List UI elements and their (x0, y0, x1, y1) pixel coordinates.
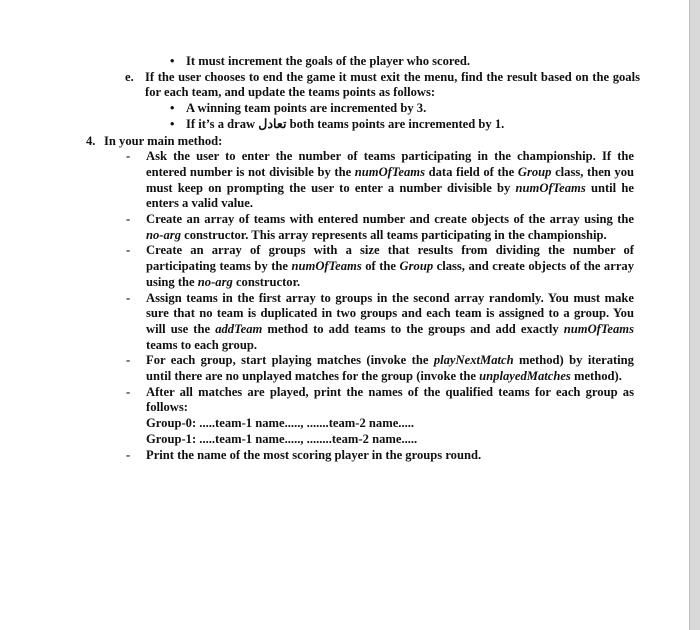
dash-item-play-matches (0, 353, 634, 384)
dash-item-print-qualified (0, 385, 634, 416)
bullet-icon: • (170, 54, 175, 68)
dash-item-text: Assign teams in the first array to groups in the second array randomly. You must make sure that no team is duplicated in two groups and each team is assigned to a group. You will use the addTeam method to add teams to the groups and add exactly numOfTeams teams to each group. (146, 290, 634, 352)
bullet-text: If it’s a draw تعادل both teams points are incremented by 1. (186, 116, 505, 131)
dash-marker: - (126, 384, 131, 399)
list-item-4 (0, 134, 604, 150)
dash-marker: - (126, 353, 131, 368)
dash-marker: - (126, 447, 131, 462)
dash-marker: - (126, 290, 131, 305)
example-line-group-0 (0, 416, 634, 432)
bullet-icon: • (170, 116, 175, 131)
dash-marker: - (126, 212, 131, 227)
page-edge (689, 0, 700, 630)
list-marker-4: 4. (86, 133, 96, 148)
example-line-text: Group-0: .....team-1 name....., .......team-2 name..... (146, 416, 415, 431)
dash-item-text: Create an array of groups with a size that results from dividing the number of participating teams by the numOfTeams of the Group class, and create objects of the array using the no-arg constructor. (146, 243, 634, 289)
dash-item-text: Create an array of teams with entered number and create objects of the array using the no-arg constructor. This array represents all teams participating in the championship. (146, 212, 634, 242)
dash-item-ask-teams (0, 149, 634, 212)
dash-item-create-groups (0, 243, 634, 290)
list-item-e-text: If the user chooses to end the game it must exit the menu, find the result based on the goals for each team, and update the teams points as follows: (145, 69, 640, 100)
bullet-item-winning-points (0, 101, 626, 117)
dash-item-text: After all matches are played, print the names of the qualified teams for each group as follows: (146, 384, 634, 415)
dash-item-text: Print the name of the most scoring player in the groups round. (146, 447, 482, 462)
example-line-text: Group-1: .....team-1 name....., ........team-2 name..... (146, 431, 418, 446)
bullet-text: A winning team points are incremented by 3. (186, 101, 427, 116)
document-body (0, 54, 690, 463)
dash-item-text: For each group, start playing matches (invoke the playNextMatch method) by iterating until there are no unplayed matches for the group (invoke the unplayedMatches method). (146, 353, 634, 384)
bullet-item-draw-points (0, 117, 626, 133)
list-item-4-heading: In your main method: (104, 133, 223, 148)
example-line-group-1 (0, 432, 634, 448)
dash-item-create-teams (0, 212, 634, 243)
bullet-text: It must increment the goals of the player who scored. (186, 54, 471, 68)
dash-item-print-top-scorer (0, 448, 634, 464)
bullet-item-increment-goals (0, 54, 606, 70)
list-marker-e: e. (125, 69, 134, 84)
list-item-e (0, 70, 640, 101)
dash-marker: - (126, 149, 131, 164)
dash-item-text: Ask the user to enter the number of teams participating in the championship. If the entered number is not divisible by the numOfTeams data field of the Group class, then you must keep on prompting the user to enter a number divisible by numOfTeams until he enters a valid value. (146, 149, 634, 211)
bullet-icon: • (170, 101, 175, 116)
dash-marker: - (126, 243, 131, 258)
dash-item-assign-teams (0, 291, 634, 354)
